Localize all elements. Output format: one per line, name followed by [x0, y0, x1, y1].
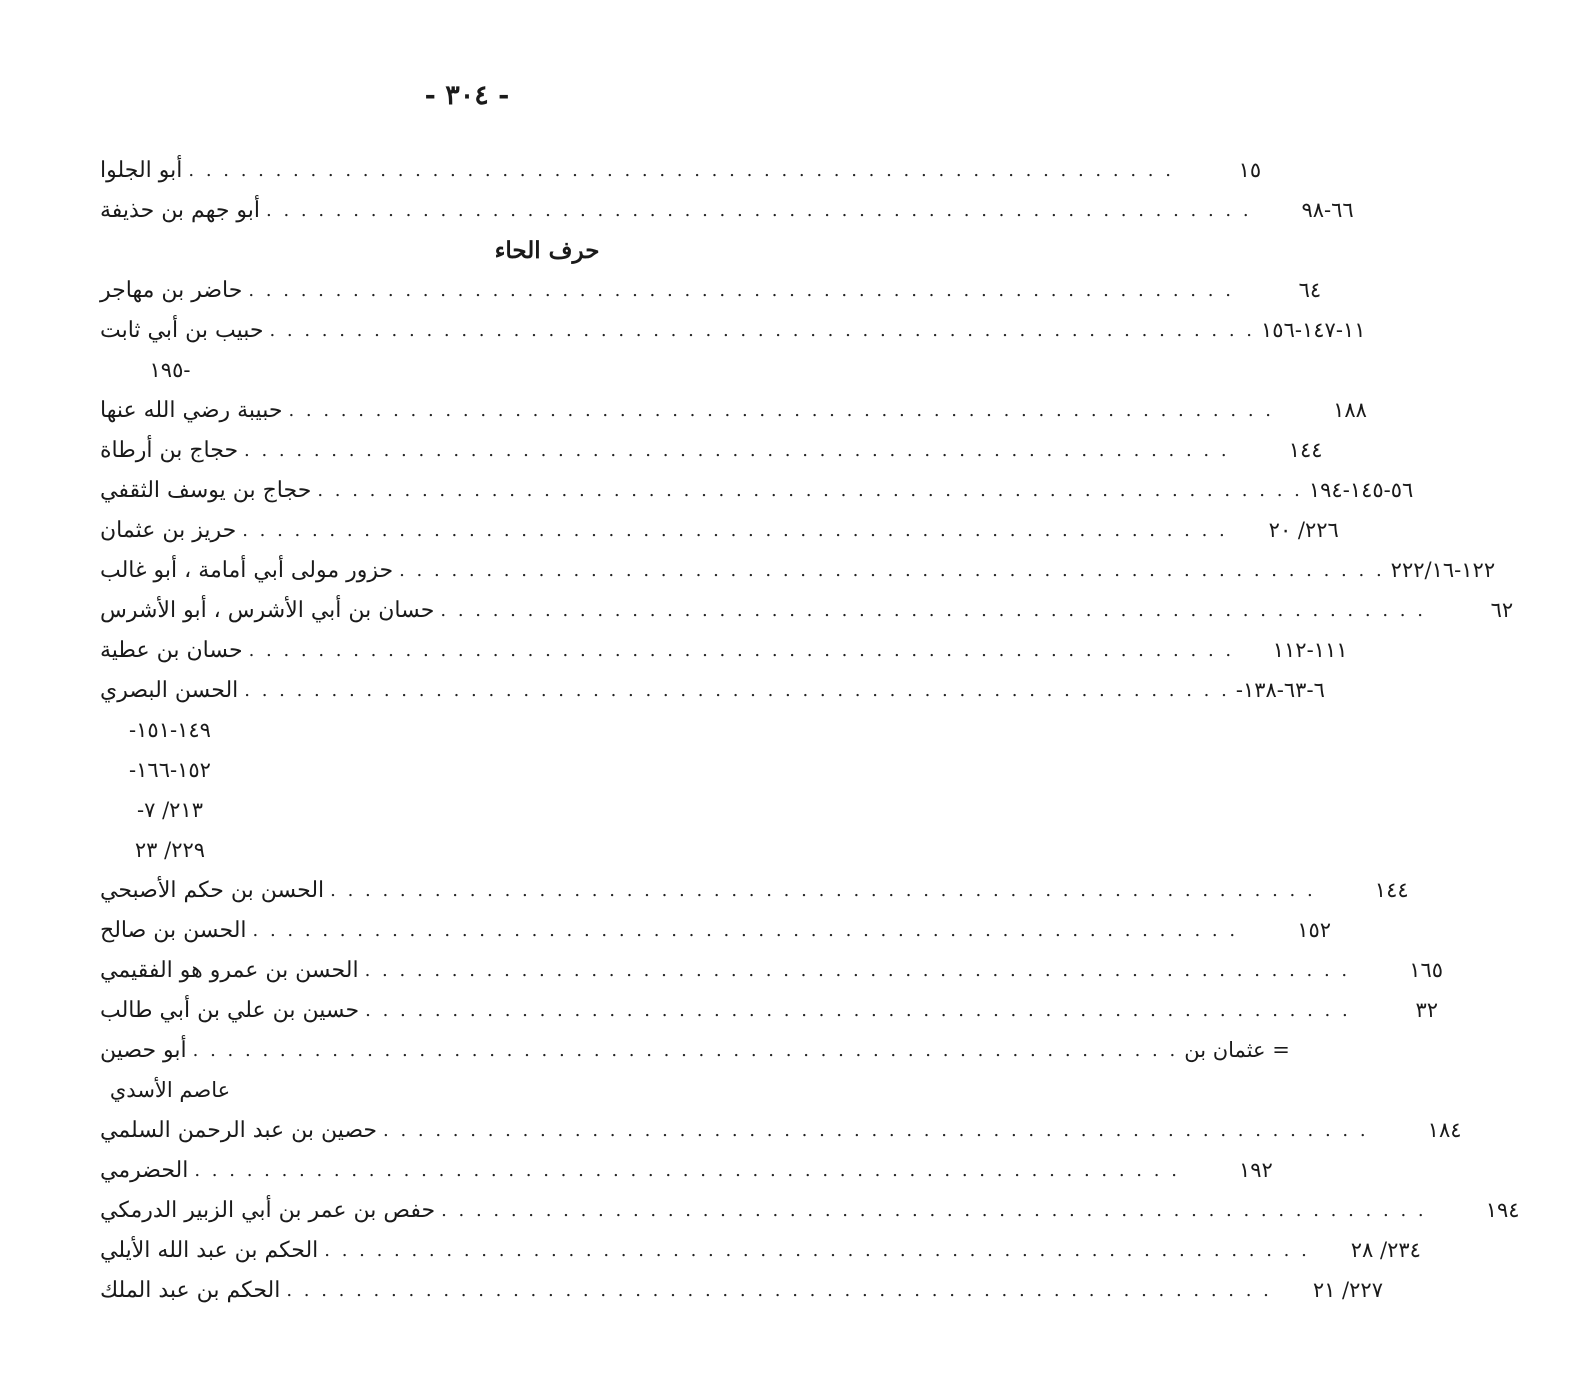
dot-leader: . . . . . . . . . . . . . . . . . . . . . . . . . . . . . . . . . . . . . . . . . . . . . . . . . . . . . . . . . [188, 159, 1174, 181]
entry-name: حجاج بن أرطاة [100, 437, 239, 463]
dot-leader: . . . . . . . . . . . . . . . . . . . . . . . . . . . . . . . . . . . . . . . . . . . . . . . . . . . . . . . . . [194, 1159, 1180, 1181]
entry-pages: ١٢٢-٢٢٢/١٦ [1390, 558, 1496, 582]
index-entry [100, 310, 1366, 350]
index-entry [100, 870, 1409, 910]
entry-pages: ١٨٤ [1427, 1118, 1462, 1142]
dot-leader: . . . . . . . . . . . . . . . . . . . . . . . . . . . . . . . . . . . . . . . . . . . . . . . . . . . . . . . . . [244, 679, 1230, 701]
dot-leader: . . . . . . . . . . . . . . . . . . . . . . . . . . . . . . . . . . . . . . . . . . . . . . . . . . . . . . . . . [248, 639, 1235, 661]
index-entry [100, 1030, 1290, 1070]
entry-pages-continued: ١٤٩-١٥١- [129, 718, 211, 742]
entry-name: الحكم بن عبد الملك [100, 1277, 281, 1303]
entry-name: حجاج بن يوسف الثقفي [100, 477, 312, 503]
entry-continuation [100, 1070, 844, 1110]
dot-leader: . . . . . . . . . . . . . . . . . . . . . . . . . . . . . . . . . . . . . . . . . . . . . . . . . . . . . . . . . [317, 479, 1303, 501]
index-entry [100, 1190, 1520, 1230]
index-entry [100, 470, 1414, 510]
entry-pages: = عثمان بن [1184, 1038, 1290, 1062]
index-entry [100, 1150, 1273, 1190]
entry-name: حبيبة رضي الله عنها [100, 397, 283, 423]
entry-name: أبو الجلوا [100, 157, 183, 183]
index-entry [100, 150, 1262, 190]
index-entry [100, 550, 1496, 590]
entry-name: حسين بن علي بن أبي طالب [100, 997, 360, 1023]
entry-continuation [100, 790, 844, 830]
page-number: - ٣٠٤ - [424, 80, 510, 111]
section-heading: حرف الحاء [494, 236, 600, 264]
entry-pages: ١١١-١١٢ [1272, 638, 1348, 662]
entry-name: الحكم بن عبد الله الأيلي [100, 1237, 319, 1263]
dot-leader: . . . . . . . . . . . . . . . . . . . . . . . . . . . . . . . . . . . . . . . . . . . . . . . . . . . . . . . . . [441, 1199, 1427, 1221]
entry-pages: ٢٢٦/ ٢٠ [1268, 518, 1339, 542]
entry-pages: ١٥٢ [1297, 918, 1332, 942]
entry-name: حسان بن أبي الأشرس ، أبو الأشرس [100, 597, 435, 623]
entry-pages-continued: ٢١٣/ ٧- [137, 798, 203, 822]
entry-pages: ٦٦-٩٨ [1301, 198, 1354, 222]
entry-continuation [100, 710, 844, 750]
index-entry [100, 630, 1348, 670]
dot-leader: . . . . . . . . . . . . . . . . . . . . . . . . . . . . . . . . . . . . . . . . . . . . . . . . . . . . . . . . . [399, 559, 1385, 581]
dot-leader: . . . . . . . . . . . . . . . . . . . . . . . . . . . . . . . . . . . . . . . . . . . . . . . . . . . . . . . . . [330, 879, 1316, 901]
index-entry [100, 430, 1323, 470]
entry-pages: ٢٣٤/ ٢٨ [1350, 1238, 1421, 1262]
entry-pages: ٦-٦٣-١٣٨- [1235, 678, 1325, 702]
index-entry [100, 190, 1354, 230]
dot-leader: . . . . . . . . . . . . . . . . . . . . . . . . . . . . . . . . . . . . . . . . . . . . . . . . . . . . . . . . . [383, 1119, 1369, 1141]
dot-leader: . . . . . . . . . . . . . . . . . . . . . . . . . . . . . . . . . . . . . . . . . . . . . . . . . . . . . . . . . [269, 319, 1256, 341]
entry-pages-continued: ٢٢٩/ ٢٣ [134, 838, 206, 862]
entry-name: الحسن بن حكم الأصبحي [100, 877, 325, 903]
entry-name: الحسن بن صالح [100, 917, 247, 943]
index-entry [100, 510, 1339, 550]
entry-name: أبو جهم بن حذيفة [100, 197, 261, 223]
entry-continuation [100, 830, 844, 870]
index-entry [100, 1230, 1421, 1270]
dot-leader: . . . . . . . . . . . . . . . . . . . . . . . . . . . . . . . . . . . . . . . . . . . . . . . . . . . . . . . . . [364, 959, 1351, 981]
entry-pages: ١٤٤ [1288, 438, 1323, 462]
dot-leader: . . . . . . . . . . . . . . . . . . . . . . . . . . . . . . . . . . . . . . . . . . . . . . . . . . . . . . . . . [242, 519, 1228, 541]
entry-pages-continued: -١٩٥ [149, 358, 191, 382]
index-entry [100, 990, 1438, 1030]
dot-leader: . . . . . . . . . . . . . . . . . . . . . . . . . . . . . . . . . . . . . . . . . . . . . . . . . . . . . . . . . [440, 599, 1426, 621]
entry-name: حسان بن عطية [100, 637, 243, 663]
entry-name: حفص بن عمر بن أبي الزبير الدرمكي [100, 1197, 436, 1223]
dot-leader: . . . . . . . . . . . . . . . . . . . . . . . . . . . . . . . . . . . . . . . . . . . . . . . . . . . . . . . . . [248, 279, 1234, 301]
entry-pages-continued: ١٥٢-١٦٦- [129, 758, 211, 782]
dot-leader: . . . . . . . . . . . . . . . . . . . . . . . . . . . . . . . . . . . . . . . . . . . . . . . . . . . . . . . . . [286, 1279, 1272, 1301]
entry-pages: ١٨٨ [1333, 398, 1367, 422]
entry-pages: ٦٤ [1298, 278, 1322, 302]
index-entry [100, 1110, 1462, 1150]
index-entry [100, 670, 1325, 710]
entry-pages: ١٩٤ [1485, 1198, 1520, 1222]
index-entry [100, 590, 1514, 630]
name-index [100, 150, 1520, 1310]
index-entry [100, 950, 1444, 990]
dot-leader: . . . . . . . . . . . . . . . . . . . . . . . . . . . . . . . . . . . . . . . . . . . . . . . . . . . . . . . . . [266, 199, 1252, 221]
entry-name: حزور مولى أبي أمامة ، أبو غالب [100, 557, 394, 583]
entry-name: حصين بن عبد الرحمن السلمي [100, 1117, 378, 1143]
dot-leader: . . . . . . . . . . . . . . . . . . . . . . . . . . . . . . . . . . . . . . . . . . . . . . . . . . . . . . . . . [252, 919, 1239, 941]
entry-pages: ١٦٥ [1409, 958, 1444, 982]
index-entry [100, 1270, 1383, 1310]
entry-pages: ١٥ [1238, 158, 1262, 182]
entry-name: حريز بن عثمان [100, 517, 237, 543]
entry-pages-continued: عاصم الأسدي [109, 1078, 231, 1102]
dot-leader: . . . . . . . . . . . . . . . . . . . . . . . . . . . . . . . . . . . . . . . . . . . . . . . . . . . . . . . . . [288, 399, 1274, 421]
entry-name: الحسن بن عمرو هو الفقيمي [100, 957, 359, 983]
entry-name: حبيب بن أبي ثابت [100, 317, 264, 343]
entry-pages: ٢٢٧/ ٢١ [1312, 1278, 1383, 1302]
dot-leader: . . . . . . . . . . . . . . . . . . . . . . . . . . . . . . . . . . . . . . . . . . . . . . . . . . . . . . . . . [324, 1239, 1310, 1261]
entry-pages: ١١-١٤٧-١٥٦ [1261, 318, 1366, 342]
entry-pages: ١٤٤ [1374, 878, 1409, 902]
entry-name: حاضر بن مهاجر [100, 277, 243, 303]
entry-continuation [100, 750, 844, 790]
entry-pages: ٣٢ [1415, 998, 1438, 1022]
entry-pages: ١٩٢ [1239, 1158, 1273, 1182]
dot-leader: . . . . . . . . . . . . . . . . . . . . . . . . . . . . . . . . . . . . . . . . . . . . . . . . . . . . . . . . . [244, 439, 1230, 461]
entry-name: أبو حصين [100, 1037, 187, 1063]
entry-pages: ٥٦-١٤٥-١٩٤ [1308, 478, 1414, 502]
entry-name: الحضرمي [100, 1157, 189, 1183]
index-entry [100, 910, 1332, 950]
entry-name: الحسن البصري [100, 677, 239, 703]
entry-continuation [100, 350, 844, 390]
index-entry [100, 270, 1322, 310]
dot-leader: . . . . . . . . . . . . . . . . . . . . . . . . . . . . . . . . . . . . . . . . . . . . . . . . . . . . . . . . . [365, 999, 1351, 1021]
dot-leader: . . . . . . . . . . . . . . . . . . . . . . . . . . . . . . . . . . . . . . . . . . . . . . . . . . . . . . . . . [192, 1039, 1179, 1061]
index-entry [100, 390, 1367, 430]
entry-pages: ٦٢ [1490, 598, 1514, 622]
